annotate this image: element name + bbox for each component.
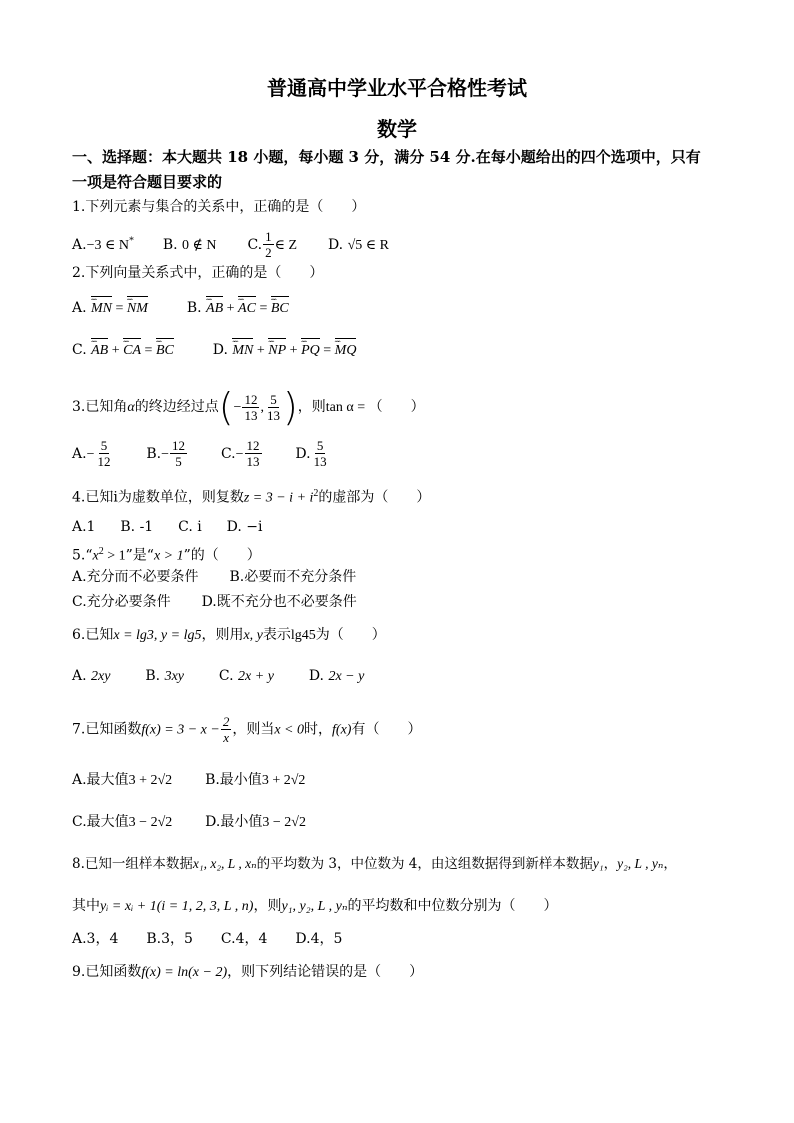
option-a: A. 2xy — [72, 668, 111, 684]
question-7-stem: 7.已知函数f(x) = 3 − x − $\frac{2}{x}$ ，则当x < 0时，f(x)有（ ） — [72, 714, 422, 745]
option-c: C. $\frac{1}{2}$ ∈ Z — [247, 229, 298, 260]
option-c: C.最大值3 − 2√2 — [72, 814, 173, 830]
option-d: D. −i — [226, 519, 263, 535]
question-2-stem: 2.下列向量关系式中，正确的是（ ） — [72, 265, 324, 281]
question-2-options-row1 — [72, 298, 289, 319]
option-a: A.− $\frac{5}{12}$ — [72, 438, 111, 469]
option-b: B. 3xy — [145, 668, 184, 684]
option-d: D.最小值3 − 2√2 — [205, 814, 306, 830]
option-c: C. AB ꞈꞈꞈ + CA ꞈꞈꞈ = BC ꞈꞈꞈ — [72, 342, 174, 358]
question-3-stem: 3.已知角α的终边经过点(− $\frac{12}{13}$ , $\frac{5}{13}$ )，则tan α = （ ） — [72, 385, 425, 429]
option-b: B. 0 ∉ N — [162, 236, 217, 253]
option-c: C. 2x + y — [218, 668, 274, 684]
question-7-options-row2 — [72, 812, 306, 833]
question-8-options: A.3，4 B.3，5 C.4，4 D.4，5 — [72, 931, 343, 947]
section-heading-cont: 一项是符合题目要求的 — [72, 173, 223, 191]
question-1-options — [72, 229, 389, 260]
option-d: D. 2x − y — [308, 668, 365, 684]
question-4-stem: 4.已知i为虚数单位，则复数$z = 3 - i + i^2$的虚部为（ ） — [72, 488, 431, 506]
question-5-options-row1 — [72, 567, 356, 587]
option-b: B.最小值3 + 2√2 — [205, 772, 306, 788]
question-6-options — [72, 666, 364, 687]
question-5-options-row2 — [72, 592, 357, 612]
option-a: A.最大值3 + 2√2 — [72, 772, 173, 788]
question-2-options-row2 — [72, 340, 356, 361]
option-c: C.充分必要条件 — [72, 594, 171, 610]
question-1-stem: 1.下列元素与集合的关系中，正确的是（ ） — [72, 199, 366, 215]
subject-title: 数学 — [377, 117, 417, 141]
question-8-stem-line2: 其中yᵢ = xᵢ + 1(i = 1, 2, 3, L , n)，则y₁, y₂, L , yₙ的平均数和中位数分别为（ ） — [72, 898, 558, 914]
option-d: D. MN ꞈꞈꞈ + NP ꞈꞈꞈ + PQ ꞈꞈꞈ = MQ ꞈꞈꞈ — [213, 342, 357, 358]
option-a: A.−3 ∈ N* — [72, 234, 134, 253]
option-a: A. MN ꞈꞈꞈ = NM ꞈꞈꞈ — [72, 300, 148, 316]
question-3-options — [72, 438, 330, 470]
option-d: D. $\frac{5}{13}$ — [295, 438, 327, 469]
option-c: C.− $\frac{12}{13}$ — [220, 438, 260, 469]
option-d: D. √5 ∈ R — [327, 236, 389, 253]
question-4-options — [72, 517, 262, 537]
option-a: A.1 — [72, 519, 96, 535]
option-a: A.充分而不必要条件 — [72, 569, 199, 585]
option-c: C. i — [178, 519, 202, 535]
option-b: B.− $\frac{12}{5}$ — [146, 438, 186, 469]
option-b: B.必要而不充分条件 — [229, 569, 357, 585]
question-8-stem-line1: 8.已知一组样本数据x₁, x₂, L , xₙ的平均数为 3，中位数为 4，由这组数据得到新样本数据y₁，y₂, L , yₙ， — [72, 856, 677, 872]
question-9-stem: 9.已知函数f(x) = ln(x − 2)，则下列结论错误的是（ ） — [72, 964, 424, 980]
exam-title: 普通高中学业水平合格性考试 — [267, 76, 527, 100]
question-7-options-row1 — [72, 770, 305, 791]
option-b: B. -1 — [120, 519, 154, 535]
option-b: B. AB ꞈꞈꞈ + AC ꞈꞈꞈ = BC ꞈꞈꞈ — [187, 300, 289, 316]
option-d: D.既不充分也不必要条件 — [201, 594, 357, 610]
question-5-stem: $5.“x^2 > 1$”是“x > 1”的（ ） — [72, 546, 261, 564]
section-heading: 一、选择题：本大题共 18 小题，每小题 3 分，满分 54 分.在每小题给出的四个选项中，只有 — [72, 148, 701, 166]
question-6-stem: 6.已知x = lg3, y = lg5，则用x, y表示lg45为（ ） — [72, 627, 386, 643]
